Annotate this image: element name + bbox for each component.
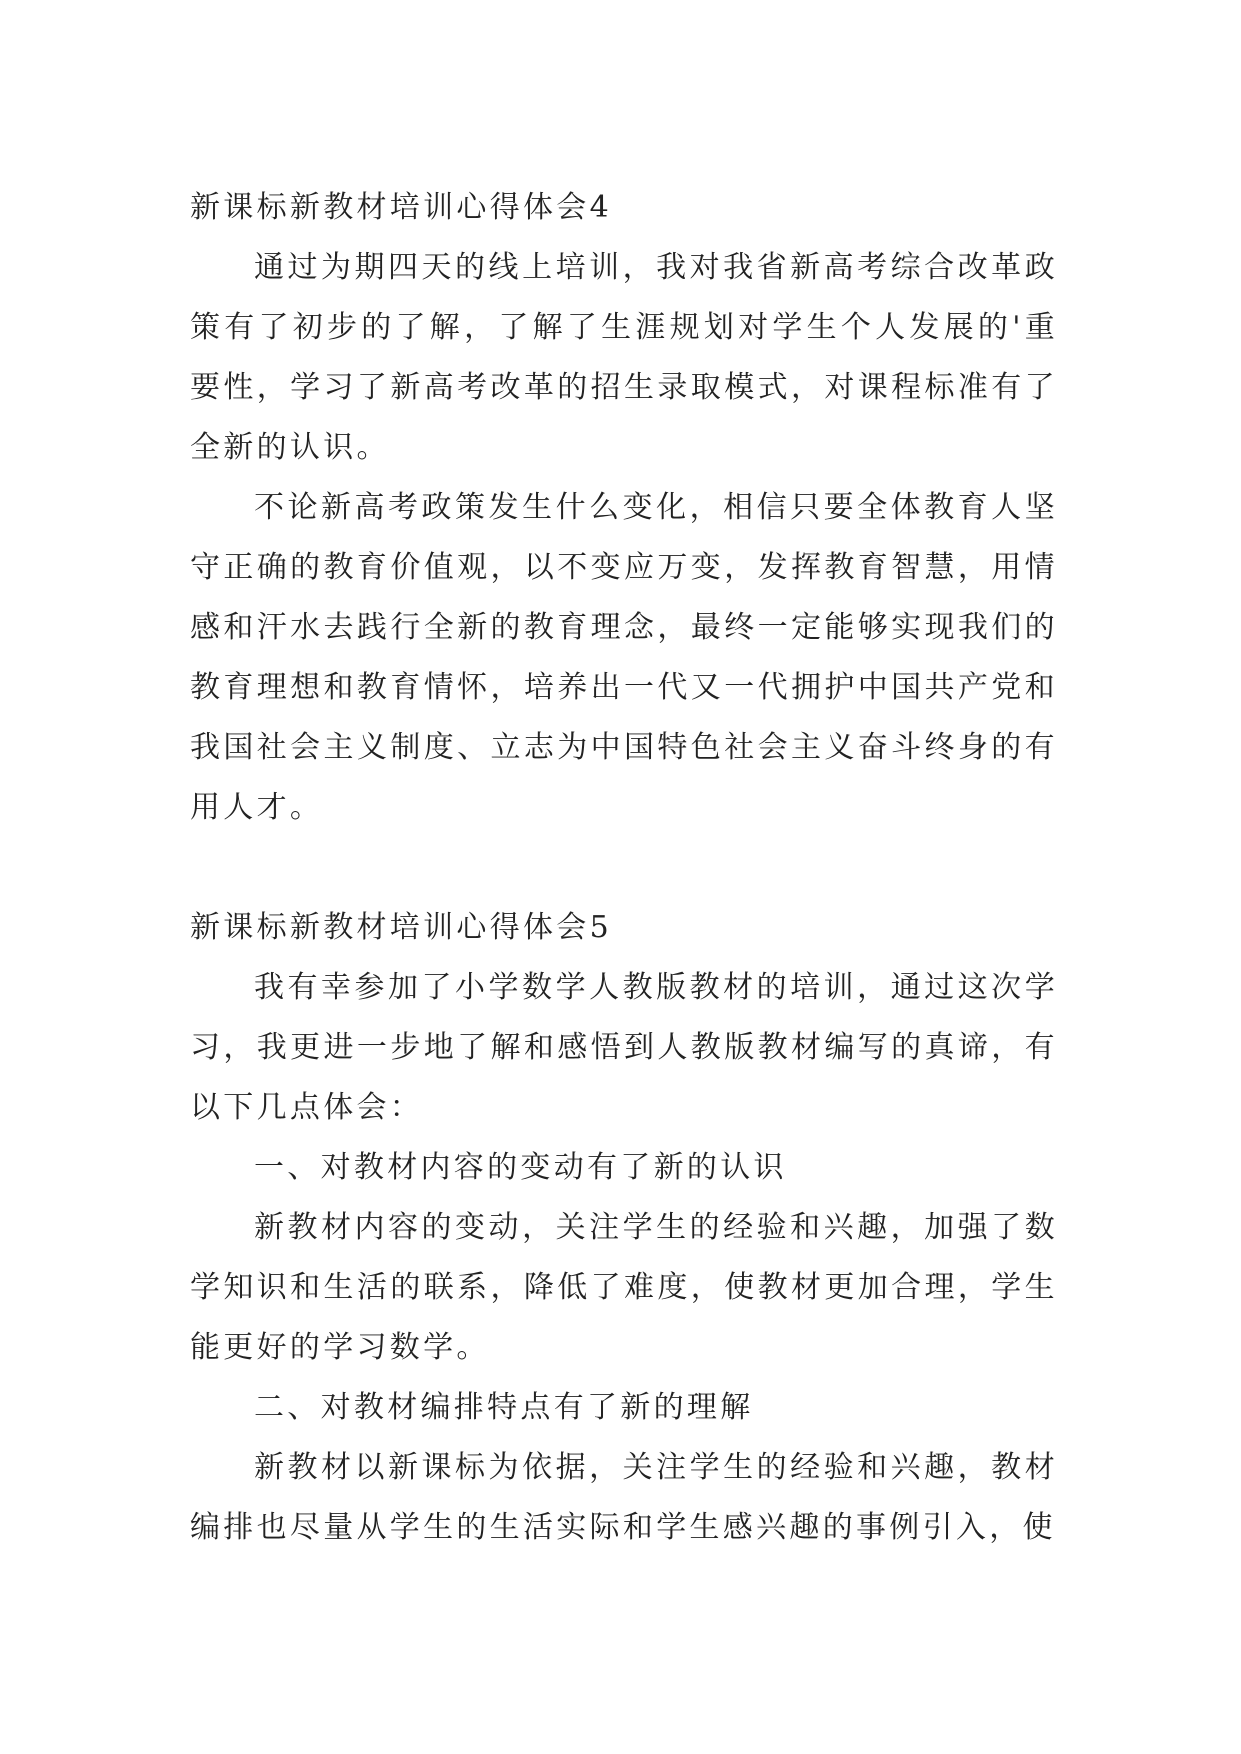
section-4-title: 新课标新教材培训心得体会4 bbox=[190, 190, 612, 225]
section-spacer bbox=[190, 838, 1058, 898]
document-body bbox=[190, 178, 1058, 1558]
section-4-paragraph-1: 通过为期四天的线上培训，我对我省新高考综合改革政策有了初步的了解，了解了生涯规划对学生个人发展的'重要性，学习了新高考改革的招生录取模式，对课程标准有了全新的认识。 bbox=[190, 250, 1058, 465]
section-5-point-1-heading: 一、对教材内容的变动有了新的认识 bbox=[254, 1150, 787, 1185]
section-5-title: 新课标新教材培训心得体会5 bbox=[190, 910, 612, 945]
section-5-point-2-heading: 二、对教材编排特点有了新的理解 bbox=[254, 1390, 754, 1425]
section-4-paragraph-2: 不论新高考政策发生什么变化，相信只要全体教育人坚守正确的教育价值观，以不变应万变，发挥教育智慧，用情感和汗水去践行全新的教育理念，最终一定能够实现我们的教育理想和教育情怀，培养出一代又一代拥护中国共产党和我国社会主义制度、立志为中国特色社会主义奋斗终身的有用人才。 bbox=[190, 490, 1058, 825]
section-5-point-2-text: 新教材以新课标为依据，关注学生的经验和兴趣，教材编排也尽量从学生的生活实际和学生感兴趣的事例引入，使 bbox=[190, 1450, 1058, 1545]
section-5-point-1-text: 新教材内容的变动，关注学生的经验和兴趣，加强了数学知识和生活的联系，降低了难度，使教材更加合理，学生能更好的学习数学。 bbox=[190, 1210, 1058, 1365]
section-5-intro: 我有幸参加了小学数学人教版教材的培训，通过这次学习，我更进一步地了解和感悟到人教版教材编写的真谛，有以下几点体会： bbox=[190, 970, 1058, 1125]
